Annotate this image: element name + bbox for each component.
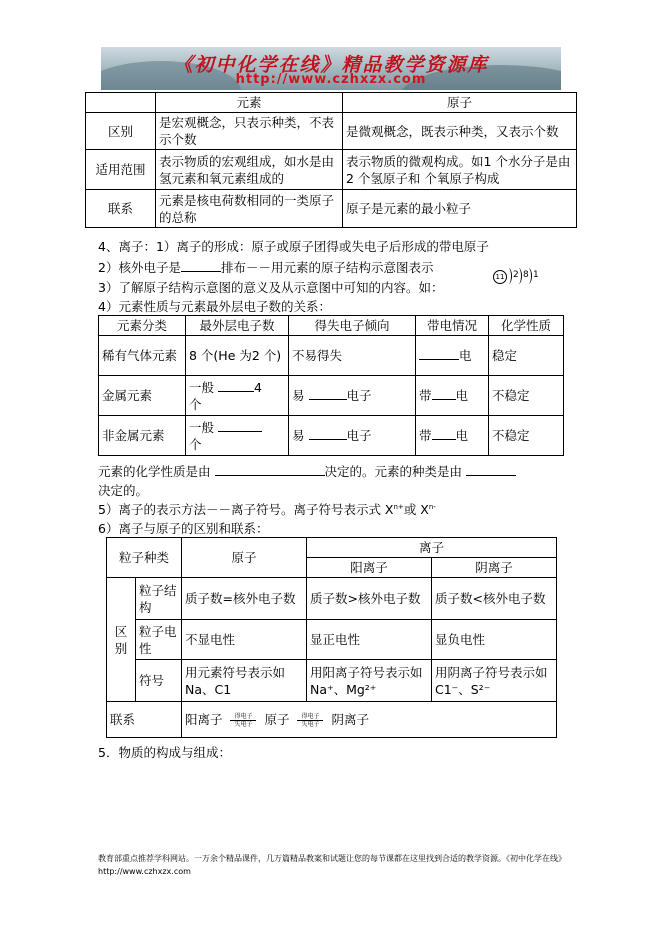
element-atom-table (85, 92, 577, 228)
atom-header: 原子 (181, 538, 306, 578)
electron-shell-arc (505, 268, 512, 284)
answer-blank[interactable] (181, 259, 221, 272)
text-segment: 易 (292, 388, 305, 403)
tendency-cell (289, 416, 416, 456)
text-segment: 决定的。元素的种类是由 (324, 464, 463, 479)
table1-header-element: 元素 (156, 93, 343, 113)
answer-blank[interactable] (419, 347, 459, 360)
answer-blank[interactable] (218, 419, 262, 432)
diagram-meaning-text: 3）了解原子结构示意图的意义及从示意图中可知的内容。如： (98, 280, 444, 295)
table-cell: 是微观概念，既表示种类，又表示个数 (343, 113, 577, 150)
text-segment: 排布－－用元素的原子结构示意图表示 (220, 260, 434, 275)
atom-structure-diagram (493, 268, 541, 286)
table-cell: 用元素符号表示如 Na、C1 (181, 660, 306, 702)
banner-url[interactable]: http://www.czhxzx.com (235, 72, 427, 87)
text-segment: 一般 (189, 419, 215, 435)
ion-formation-text: 4、离子：1）离子的形成：原子或原子团得或失电子后形成的带电原子 (98, 239, 489, 254)
table-cell: 元素是核电荷数相同的一类原子的总称 (156, 190, 343, 228)
outer-electron-cell (186, 376, 289, 416)
answer-blank[interactable] (432, 427, 456, 440)
table2-header: 元素分类 (99, 316, 186, 336)
charge-cell (416, 376, 489, 416)
ion-atom-diff-text: 6）离子与原子的区别和联系： (98, 521, 269, 536)
arrow-label: 失电子 (301, 721, 320, 728)
table1-corner (86, 93, 156, 113)
answer-blank[interactable] (218, 379, 254, 392)
nucleus-circle: 11 (493, 270, 507, 284)
arrow-line (297, 720, 323, 721)
table-cell: 质子数>核外电子数 (306, 578, 431, 620)
text-segment: 阴离子 (331, 712, 369, 727)
row-label: 符号 (136, 660, 182, 702)
outer-electron-cell (186, 416, 289, 456)
arrow-line (230, 720, 256, 721)
conversion-arrow (230, 713, 256, 728)
text-segment: 电 (455, 388, 469, 403)
row-label: 联系 (86, 190, 156, 228)
shell-count: 8 (523, 270, 529, 280)
text-segment: 个 (189, 396, 202, 412)
text-segment: 或 X (403, 502, 429, 517)
property-cell: 稳定 (489, 336, 564, 376)
table-cell: 质子数=核外电子数 (181, 578, 306, 620)
ion-symbol-text (98, 500, 436, 518)
text-segment: 阳离子 (184, 712, 223, 727)
answer-blank[interactable] (215, 463, 325, 476)
element-property-text: 4）元素性质与元素最外层电子数的关系： (98, 299, 331, 314)
category-cell: 金属元素 (99, 376, 186, 416)
electron-shell-arc (515, 268, 522, 284)
arrow-label: 得电子 (301, 713, 320, 720)
charge-cell (416, 416, 489, 456)
chemical-property-text (98, 462, 516, 480)
outer-electron-cell: 8 个(He 为2 个) (186, 336, 289, 376)
answer-blank[interactable] (432, 387, 456, 400)
table-cell: 原子是元素的最小粒子 (343, 190, 577, 228)
table-cell: 显正电性 (306, 620, 431, 660)
ion-atom-table (106, 537, 557, 738)
row-label: 区别 (86, 113, 156, 150)
arrow-label: 失电子 (234, 721, 253, 728)
difference-label: 区别 (107, 578, 136, 702)
electron-arrangement-text (98, 258, 433, 276)
page-footer: 教育部重点推荐学科网站。一万余个精品课件，几万篇精品教案和试题让您的每节课都在这里找到合适的教学资源。《初中化学在线》http://www.czhxzx.com (98, 854, 566, 876)
text-segment: 电 (455, 428, 469, 443)
header-banner (101, 47, 561, 90)
text-segment: 一般 (189, 379, 215, 395)
superscript: n+ (393, 502, 404, 511)
table-cell: 质子数<核外电子数 (431, 578, 556, 620)
text-segment: 电子 (346, 388, 372, 403)
chemical-property-text-cont: 决定的。 (98, 483, 149, 498)
table-cell: 显负电性 (431, 620, 556, 660)
tendency-cell (289, 376, 416, 416)
cation-header: 阳离子 (306, 558, 431, 578)
section-heading: 5．物质的构成与组成： (98, 745, 231, 760)
table-cell: 用阳离子符号表示如Na⁺、Mg²⁺ (306, 660, 431, 702)
category-cell: 稀有气体元素 (99, 336, 186, 376)
charge-cell (416, 336, 489, 376)
text-segment: 5）离子的表示方法－－离子符号。离子符号表示式 X (98, 502, 394, 517)
table1-header-atom: 原子 (343, 93, 577, 113)
superscript: n- (428, 502, 436, 511)
anion-header: 阴离子 (431, 558, 556, 578)
property-cell: 不稳定 (489, 416, 564, 456)
text-segment: 2）核外电子是 (98, 260, 181, 275)
text-segment: 易 (292, 428, 305, 443)
shell-count: 1 (533, 270, 539, 280)
tendency-cell: 不易得失 (289, 336, 416, 376)
text-segment: 4 (254, 379, 262, 395)
link-label: 联系 (107, 702, 182, 738)
table2-header: 带电情况 (416, 316, 489, 336)
link-cell (181, 702, 556, 738)
answer-blank[interactable] (309, 387, 347, 400)
shell-count: 2 (513, 270, 519, 280)
category-cell: 非金属元素 (99, 416, 186, 456)
table2-header: 化学性质 (489, 316, 564, 336)
table-cell: 表示物质的宏观组成，如水是由氢元素和氧元素组成的 (156, 150, 343, 190)
text-segment: 电子 (346, 428, 372, 443)
answer-blank[interactable] (309, 427, 347, 440)
row-label: 粒子结构 (136, 578, 182, 620)
particle-type-header: 粒子种类 (107, 538, 182, 578)
row-label: 粒子电性 (136, 620, 182, 660)
property-cell: 不稳定 (489, 376, 564, 416)
banner-title: 《初中化学在线》精品教学资源库 (173, 54, 489, 76)
text-segment: 带 (419, 388, 432, 403)
table-cell: 不显电性 (181, 620, 306, 660)
row-label: 适用范围 (86, 150, 156, 190)
electron-shell-arc (525, 268, 532, 284)
text-segment: 原子 (264, 712, 290, 727)
text-segment: 电 (459, 348, 472, 363)
conversion-arrow (297, 713, 323, 728)
table2-header: 最外层电子数 (186, 316, 289, 336)
table2-header: 得失电子倾向 (289, 316, 416, 336)
ion-header: 离子 (306, 538, 556, 558)
table-cell: 表示物质的微观构成。如1 个水分子是由2 个氢原子和 个氧原子构成 (343, 150, 577, 190)
text-segment: 个 (189, 436, 202, 452)
table-cell: 是宏观概念，只表示种类，不表示个数 (156, 113, 343, 150)
answer-blank[interactable] (466, 463, 516, 476)
table-cell: 用阴离子符号表示如C1⁻、S²⁻ (431, 660, 556, 702)
element-property-table (98, 315, 564, 456)
arrow-label: 得电子 (234, 713, 253, 720)
text-segment: 带 (419, 428, 432, 443)
text-segment: 元素的化学性质是由 (98, 464, 211, 479)
